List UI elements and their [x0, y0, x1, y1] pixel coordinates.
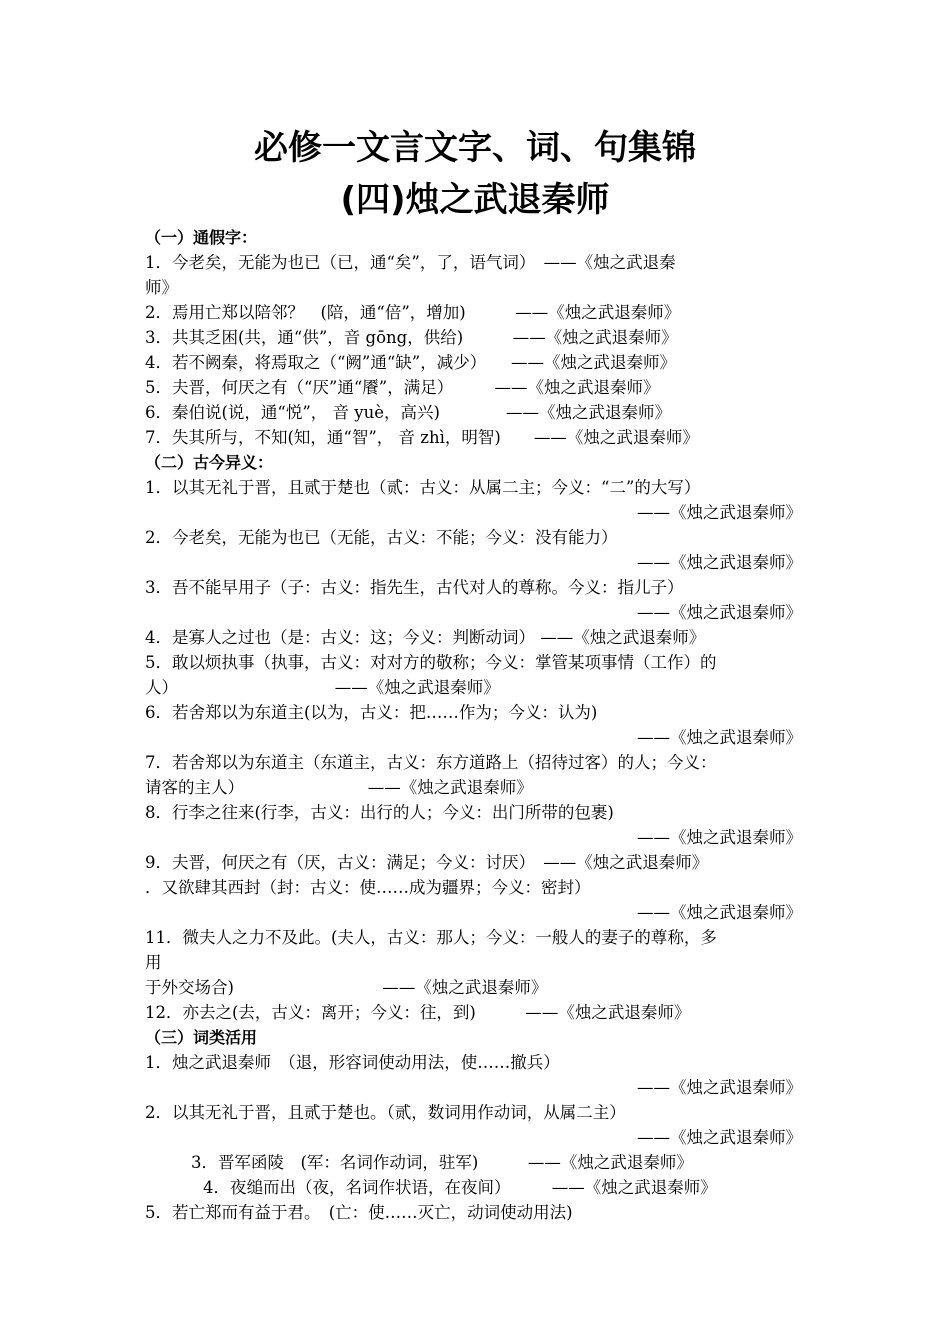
text-line: 人） ——《烛之武退秦师》 — [145, 678, 500, 697]
section-heading-tongjiazi: （一）通假字： — [145, 228, 258, 247]
text-line: 1．烛之武退秦师 （退，形容词使动用法，使……撤兵） — [145, 1053, 560, 1072]
text-line: 8．行李之往来(行李，古义：出行的人；今义：出门所带的包裹) — [145, 803, 614, 822]
text-line: 4．若不阙秦，将焉取之（“阙”通“缺”，减少） ——《烛之武退秦师》 — [145, 353, 676, 372]
text-line: 9．夫晋，何厌之有（厌，古义：满足；今义：讨厌） ——《烛之武退秦师》 — [145, 853, 709, 872]
source-citation: ——《烛之武退秦师》 — [637, 1128, 802, 1147]
document-subtitle: (四)烛之武退秦师 — [340, 180, 610, 220]
source-citation: ——《烛之武退秦师》 — [637, 903, 802, 922]
section-heading-gujinyiyi: （二）古今异义： — [145, 453, 274, 472]
text-line: ．又欲肆其西封（封：古义：使……成为疆界；今义：密封） — [145, 878, 591, 897]
document-title: 必修一文言文字、词、句集锦 — [254, 128, 696, 168]
text-line: 1．今老矣，无能为也已（已，通“矣”，了，语气词） ——《烛之武退秦 — [145, 253, 676, 272]
text-line: 2．今老矣，无能为也已（无能，古义：不能；今义：没有能力） — [145, 528, 618, 547]
text-line: 6．秦伯说(说，通“悦”， 音 yuè，高兴) ——《烛之武退秦师》 — [145, 403, 671, 422]
section-heading-cileihuoyong: （三）词类活用 — [145, 1028, 258, 1047]
text-line: 7．若舍郑以为东道主（东道主，古义：东方道路上（招待过客）的人；今义： — [145, 753, 717, 772]
text-line: 7．失其所与，不知(知，通“智”， 音 zhì，明智) ——《烛之武退秦师》 — [145, 428, 699, 447]
text-line: 6．若舍郑以为东道主(以为，古义：把……作为；今义：认为) — [145, 703, 598, 722]
text-line: 师》 — [145, 278, 178, 297]
text-line: 5．敢以烦执事（执事，古义：对对方的敬称；今义：掌管某项事情（工作）的 — [145, 653, 717, 672]
text-line: 4．是寡人之过也（是：古义：这；今义：判断动词） ——《烛之武退秦师》 — [145, 628, 706, 647]
source-citation: ——《烛之武退秦师》 — [637, 553, 802, 572]
text-line: 5．夫晋，何厌之有（“厌”通“餍”，满足） ——《烛之武退秦师》 — [145, 378, 660, 397]
text-line: 4．夜缒而出（夜，名词作状语，在夜间） ——《烛之武退秦师》 — [203, 1178, 717, 1197]
text-line: 3．晋军函陵 (军：名词作动词，驻军) ——《烛之武退秦师》 — [191, 1153, 693, 1172]
source-citation: ——《烛之武退秦师》 — [637, 503, 802, 522]
text-line: 11．微夫人之力不及此。(夫人，古义：那人；今义：一般人的妻子的尊称，多 — [145, 928, 717, 947]
source-citation: ——《烛之武退秦师》 — [637, 728, 802, 747]
text-line: 2．以其无礼于晋，且贰于楚也。（贰，数词用作动词，从属二主） — [145, 1103, 626, 1122]
text-line: 请客的主人） ——《烛之武退秦师》 — [145, 778, 533, 797]
text-line: 1．以其无礼于晋，且贰于楚也（贰：古义：从属二主；今义：“二”的大写） — [145, 478, 701, 497]
source-citation: ——《烛之武退秦师》 — [637, 1078, 802, 1097]
text-line: 于外交场合) ——《烛之武退秦师》 — [145, 978, 548, 997]
source-citation: ——《烛之武退秦师》 — [637, 603, 802, 622]
text-line: 5．若亡郑而有益于君。 (亡：使……灭亡，动词使动用法) — [145, 1203, 573, 1222]
text-line: 2．焉用亡郑以陪邻？ (陪，通“倍”，增加) ——《烛之武退秦师》 — [145, 303, 681, 322]
text-line: 用 — [145, 953, 162, 972]
document-body — [145, 225, 810, 1225]
text-line: 3．吾不能早用子（子：古义：指先生，古代对人的尊称。今义：指儿子） — [145, 578, 684, 597]
text-line: 12．亦去之(去，古义：离开；今义：往，到) ——《烛之武退秦师》 — [145, 1003, 691, 1022]
source-citation: ——《烛之武退秦师》 — [637, 828, 802, 847]
text-line: 3．共其乏困(共，通“供”，音 gōng，供给) ——《烛之武退秦师》 — [145, 328, 678, 347]
